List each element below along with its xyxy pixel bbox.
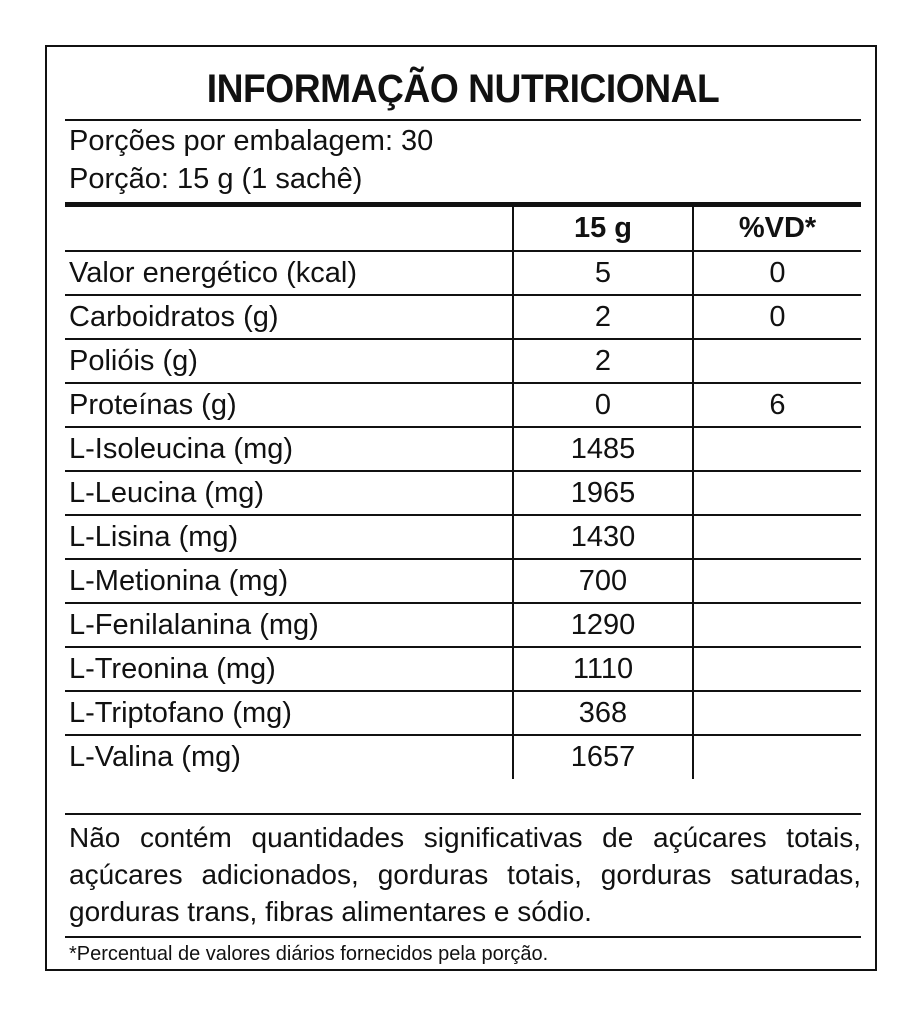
- nutrient-amount: 700: [513, 559, 693, 603]
- nutrient-amount: 2: [513, 339, 693, 383]
- column-header-dv: %VD*: [693, 207, 861, 251]
- table-row: [65, 735, 861, 779]
- nutrient-name: L-Valina (mg): [69, 741, 241, 773]
- daily-value-footnote: *Percentual de valores diários fornecidos pela porção.: [69, 943, 549, 965]
- nutrient-amount: 1965: [513, 471, 693, 515]
- nutrient-dv: [693, 559, 861, 603]
- column-header-amount: 15 g: [513, 207, 693, 251]
- nutrient-amount: 1290: [513, 603, 693, 647]
- table-row: [65, 427, 861, 471]
- table-row: [65, 647, 861, 691]
- table-row: [65, 559, 861, 603]
- table-row: [65, 251, 861, 295]
- column-header-nutrient: [65, 207, 513, 251]
- nutrient-amount: 2: [513, 295, 693, 339]
- title-divider: [65, 119, 861, 121]
- nutrient-dv: [693, 515, 861, 559]
- nutrient-dv: 0: [693, 295, 861, 339]
- label-title: INFORMAÇÃO NUTRICIONAL: [206, 67, 720, 111]
- nutrient-amount: 1657: [513, 735, 693, 779]
- nutrition-table: [65, 207, 861, 779]
- serving-size: Porção: 15 g (1 sachê): [69, 163, 363, 195]
- nutrient-dv: [693, 339, 861, 383]
- table-row: [65, 383, 861, 427]
- nutrient-dv: 0: [693, 251, 861, 295]
- nutrient-dv: [693, 471, 861, 515]
- nutrient-dv: [693, 427, 861, 471]
- table-row: [65, 339, 861, 383]
- nutrient-amount: 1485: [513, 427, 693, 471]
- nutrient-dv: 6: [693, 383, 861, 427]
- nutrient-name: L-Fenilalanina (mg): [65, 603, 513, 647]
- nutrient-name: Carboidratos (g): [65, 295, 513, 339]
- nutrient-dv: [693, 691, 861, 735]
- table-row: [65, 295, 861, 339]
- nutrient-amount: 368: [513, 691, 693, 735]
- nutrient-name: Proteínas (g): [65, 383, 513, 427]
- nutrient-name: Polióis (g): [65, 339, 513, 383]
- nutrient-name: L-Lisina (mg): [65, 515, 513, 559]
- nutrient-name: L-Isoleucina (mg): [65, 427, 513, 471]
- servings-per-package: Porções por embalagem: 30: [69, 125, 434, 157]
- nutrient-amount: 5: [513, 251, 693, 295]
- table-bottom-divider: [65, 813, 861, 815]
- nutrient-name: L-Leucina (mg): [65, 471, 513, 515]
- nutrition-facts-label: [45, 45, 877, 971]
- nutrient-dv: [693, 735, 861, 779]
- table-row: [65, 691, 861, 735]
- table-row: [65, 603, 861, 647]
- nutrient-notice: Não contém quantidades significativas de açúcares totais, açúcares adicionados, gorduras totais, gorduras saturadas, gorduras trans, fibras alimentares e sódio.: [69, 822, 861, 927]
- table-row: [65, 515, 861, 559]
- nutrient-name: Valor energético (kcal): [65, 251, 513, 295]
- table-row: [65, 471, 861, 515]
- table-header-row: [65, 207, 861, 251]
- nutrient-name: L-Treonina (mg): [65, 647, 513, 691]
- nutrient-name: L-Triptofano (mg): [65, 691, 513, 735]
- nutrient-dv: [693, 647, 861, 691]
- nutrient-name: L-Metionina (mg): [65, 559, 513, 603]
- nutrient-amount: 1430: [513, 515, 693, 559]
- nutrient-dv: [693, 603, 861, 647]
- footnote-divider: [65, 936, 861, 938]
- nutrient-amount: 0: [513, 383, 693, 427]
- nutrient-amount: 1110: [513, 647, 693, 691]
